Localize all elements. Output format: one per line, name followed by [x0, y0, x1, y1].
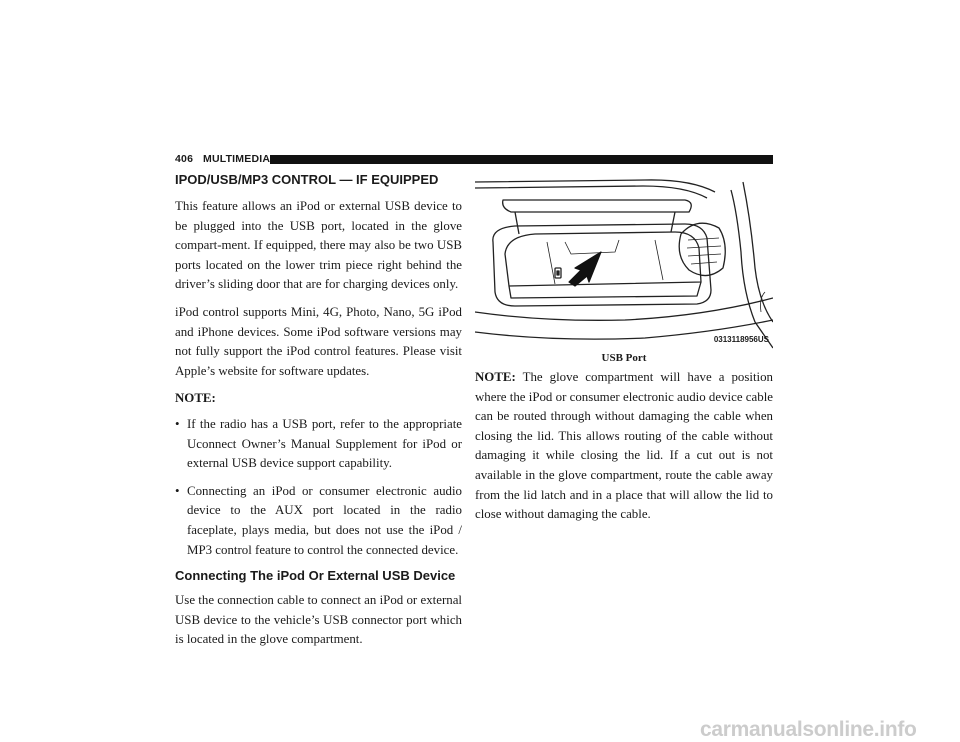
section-heading: IPOD/USB/MP3 CONTROL — IF EQUIPPED	[175, 172, 439, 187]
left-column	[175, 172, 462, 658]
page-number: 406	[175, 153, 194, 165]
subheading: Connecting The iPod Or External USB Device	[175, 568, 456, 584]
figure-part-number: 0313118956US	[713, 335, 769, 344]
intro-paragraph: This feature allows an iPod or external USB device to be plugged into the USB port, located in the glove compart-ment. If equipped, there may also be two USB ports located on the lower trim piece right behind the driver’s sliding door that are for charging devices only.	[175, 199, 462, 292]
arrow-icon	[569, 252, 601, 286]
watermark: carmanualsonline.info	[700, 718, 917, 741]
bullet-icon: •	[175, 416, 180, 431]
glove-compartment-drawing	[475, 172, 773, 350]
note-label: NOTE:	[175, 391, 216, 406]
section-title: MULTIMEDIA	[203, 153, 271, 165]
support-paragraph: iPod control supports Mini, 4G, Photo, Nano, 5G iPod and iPhone devices. Some iPod software versions may not fully support the iPod control features. Please visit Apple’s website for software updates.	[175, 304, 462, 378]
header-rule	[270, 155, 773, 164]
note-list	[175, 415, 462, 560]
list-item: • If the radio has a USB port, refer to the appropriate Uconnect Owner’s Manual Supplement for iPod or external USB device support capability.	[175, 416, 462, 471]
connect-paragraph: Use the connection cable to connect an iPod or external USB device to the vehicle’s USB connector port which is located in the glove compartment.	[175, 593, 462, 647]
usb-port-illustration	[475, 172, 773, 350]
bullet-icon: •	[175, 483, 180, 498]
right-column	[475, 352, 773, 533]
list-item: • Connecting an iPod or consumer electronic audio device to the AUX port located in the radio faceplate, plays media, but does not use the iPod / MP3 control feature to control the connected device.	[175, 483, 462, 557]
page-header	[175, 154, 773, 166]
note-label: NOTE:	[475, 370, 516, 384]
note-text: The glove compartment will have a position where the iPod or consumer electronic audio device cable can be routed through without damaging the cable when closing the lid. This allows routing of the cable without damaging it while closing the lid. If a cut out is not available in the glove compartment, route the cable away from the lid latch and in a place that will allow the lid to close without damaging the cable.	[475, 370, 773, 522]
figure-caption: USB Port	[601, 352, 647, 364]
glove-note	[475, 368, 773, 525]
